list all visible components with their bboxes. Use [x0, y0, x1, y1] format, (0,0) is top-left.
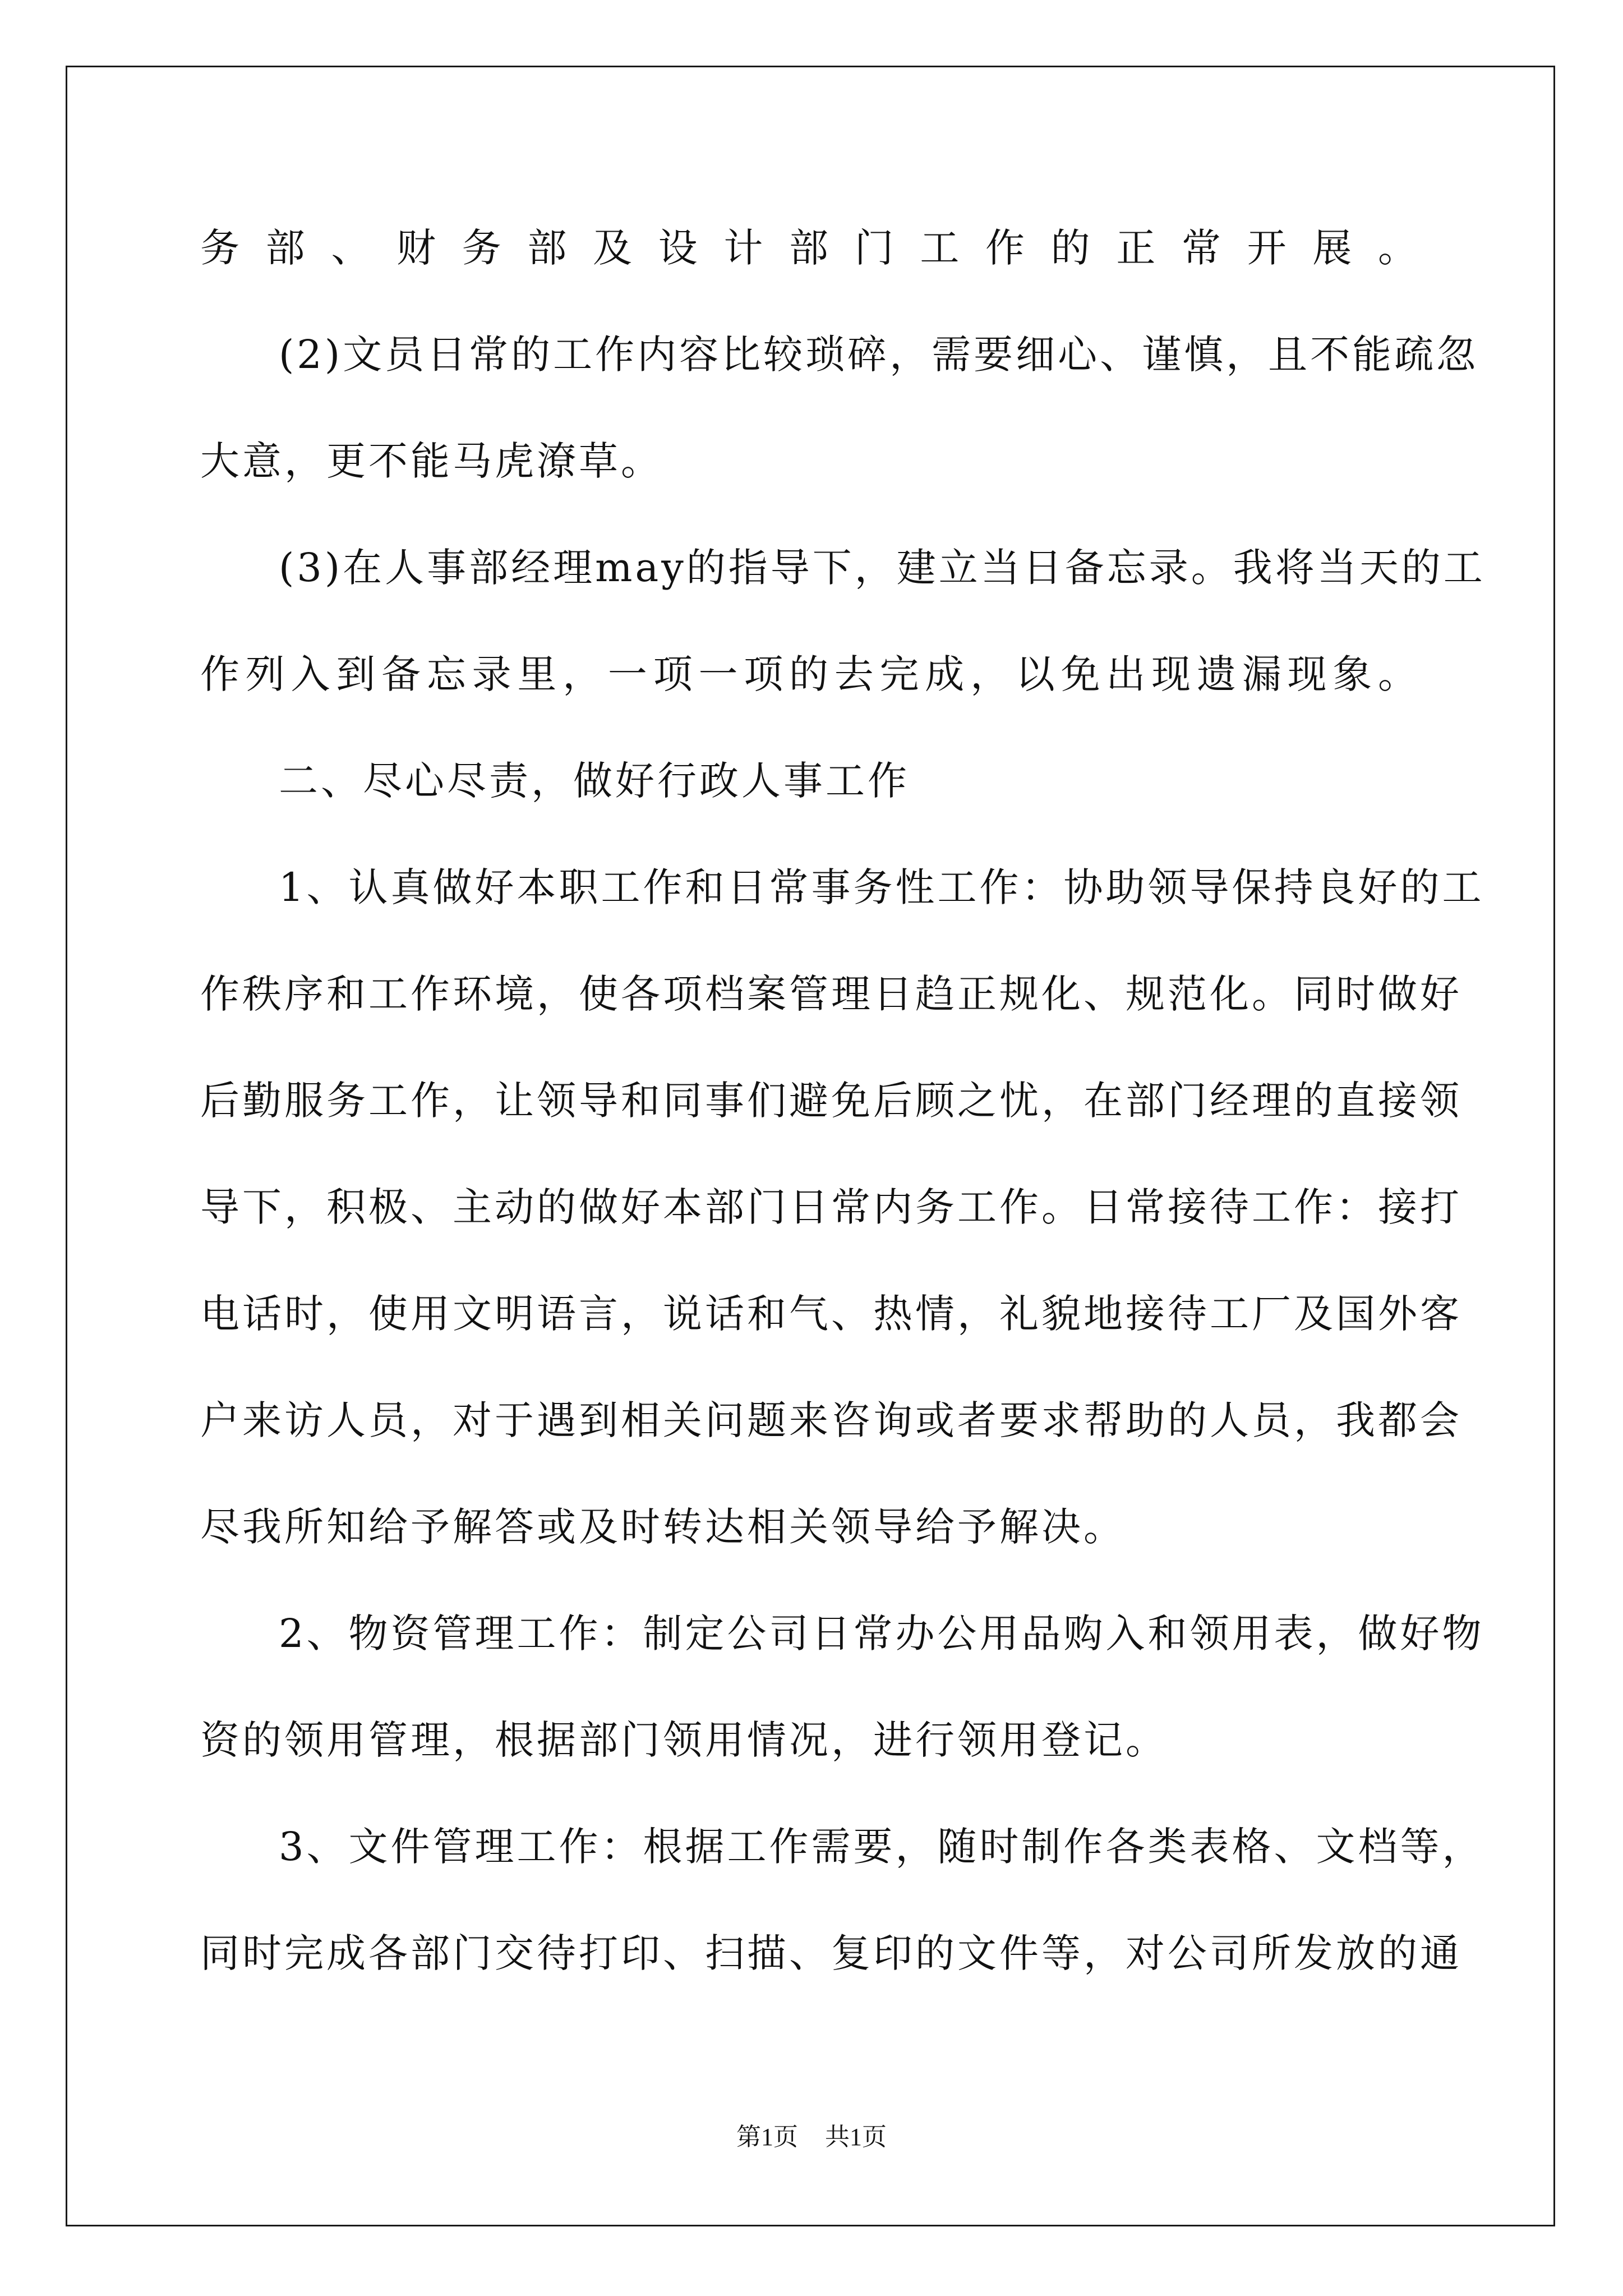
- text-line: 导下，积极、主动的做好本部门日常内务工作。日常接待工作：接打: [200, 1184, 1462, 1230]
- text-line: 作秩序和工作环境，使各项档案管理日趋正规化、规范化。同时做好: [200, 971, 1462, 1017]
- text-line: 大意，更不能马虎潦草。: [200, 438, 663, 484]
- page-border: [66, 66, 1555, 2226]
- text-line: (3)在人事部经理may的指导下，建立当日备忘录。我将当天的工: [279, 545, 1486, 591]
- page-footer: [0, 2120, 1623, 2154]
- text-line: 户来访人员，对于遇到相关问题来咨询或者要求帮助的人员，我都会: [200, 1397, 1462, 1443]
- text-line: (2)文员日常的工作内容比较琐碎，需要细心、谨慎，且不能疏忽: [279, 332, 1479, 378]
- text-line: 2、物资管理工作：制定公司日常办公用品购入和领用表，做好物: [279, 1611, 1484, 1657]
- page-number: 第1页: [736, 2123, 798, 2151]
- text-line: 尽我所知给予解答或及时转达相关领导给予解决。: [200, 1504, 1126, 1550]
- text-line: 资的领用管理，根据部门领用情况，进行领用登记。: [200, 1717, 1168, 1763]
- text-line: 同时完成各部门交待打印、扫描、复印的文件等，对公司所发放的通: [200, 1930, 1462, 1976]
- text-line: 1、认真做好本职工作和日常事务性工作：协助领导保持良好的工: [279, 864, 1484, 910]
- text-line: 后勤服务工作，让领导和同事们避免后顾之忧，在部门经理的直接领: [200, 1078, 1462, 1124]
- text-line: 电话时，使用文明语言，说话和气、热情，礼貌地接待工厂及国外客: [200, 1291, 1462, 1337]
- text-line: 务部、财务部及设计部门工作的正常开展。: [200, 225, 1420, 271]
- text-line: 作列入到备忘录里，一项一项的去完成，以免出现遗漏现象。: [200, 651, 1420, 697]
- page-total: 共1页: [825, 2123, 887, 2151]
- text-line: 3、文件管理工作：根据工作需要，随时制作各类表格、文档等，: [279, 1824, 1484, 1870]
- section-heading: 二、尽心尽责，做好行政人事工作: [279, 758, 910, 804]
